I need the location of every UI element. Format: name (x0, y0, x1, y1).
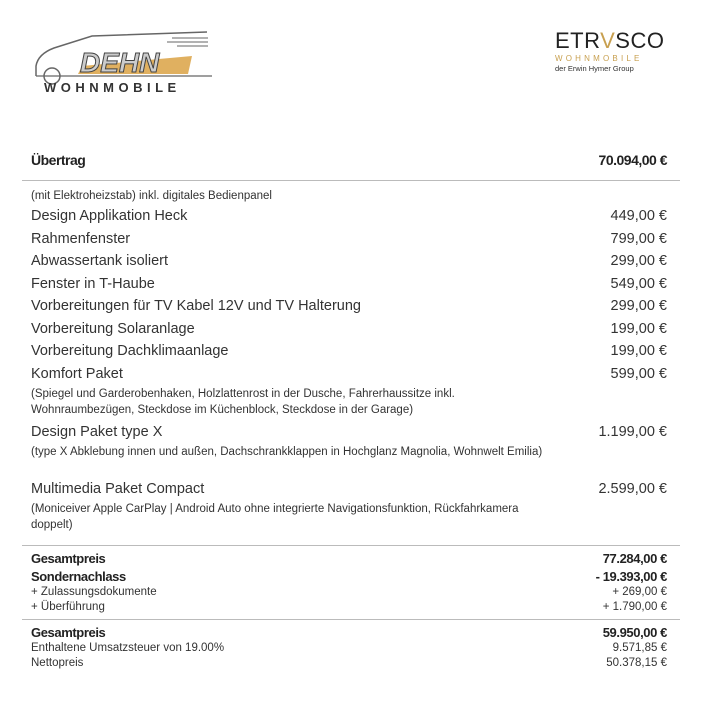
summary-row (31, 657, 667, 669)
dehn-tagline: WOHNMOBILE (44, 80, 181, 95)
carryover-value: 70.094,00 € (598, 152, 667, 168)
line-item (31, 253, 667, 269)
summary-row (31, 642, 667, 654)
line-item-price: 299,00 € (610, 298, 667, 314)
line-item-price: 449,00 € (610, 208, 667, 224)
line-item-label: Vorbereitung Dachklimaanlage (31, 343, 229, 359)
line-item-label: Design Paket type X (31, 424, 163, 440)
carryover-row (31, 152, 667, 168)
summary-value: 9.571,85 € (612, 642, 667, 654)
line-item-price: 199,00 € (610, 343, 667, 359)
line-item (31, 276, 667, 292)
line-item-note: (type X Abklebung innen und außen, Dachschrankklappen in Hochglanz Magnolia, Wohnwelt Emilia) (31, 446, 543, 458)
line-item-label: Rahmenfenster (31, 231, 131, 247)
line-item-label: Design Applikation Heck (31, 208, 188, 224)
intro-note: (mit Elektroheizstab) inkl. digitales Bedienpanel (31, 190, 272, 202)
divider (22, 180, 680, 181)
line-item-label: Multimedia Paket Compact (31, 481, 205, 497)
summary-value: 50.378,15 € (606, 657, 667, 669)
summary-row (31, 551, 667, 566)
summary-label: Enthaltene Umsatzsteuer von 19.00% (31, 642, 225, 654)
line-item-label: Komfort Paket (31, 366, 123, 382)
etrusco-tagline: WOHNMOBILE (555, 54, 643, 63)
line-item-note: (Spiegel und Garderobenhaken, Holzlattenrost in der Dusche, Fahrerhaussitze inkl. Wohnraumbezügen, Steckdose im Küchenblock, Steckdose in der Garage) (31, 388, 455, 416)
line-item-label: Abwassertank isoliert (31, 253, 168, 269)
summary-value: + 269,00 € (612, 586, 667, 598)
summary-row (31, 625, 667, 640)
summary-row (31, 569, 667, 584)
line-item-label: Fenster in T-Haube (31, 276, 155, 292)
summary-label: Gesamtpreis (31, 551, 106, 566)
summary-row (31, 601, 667, 613)
summary-label: Gesamtpreis (31, 625, 106, 640)
line-item-note: (Moniceiver Apple CarPlay | Android Auto ohne integrierte Navigationsfunktion, Rückfahrkamera doppelt) (31, 503, 519, 531)
carryover-label: Übertrag (31, 152, 86, 168)
summary-value: + 1.790,00 € (602, 601, 667, 613)
line-item-label: Vorbereitungen für TV Kabel 12V und TV Halterung (31, 298, 361, 314)
summary-label: Nettopreis (31, 657, 84, 669)
line-item-price: 549,00 € (610, 276, 667, 292)
line-item (31, 366, 667, 382)
summary-label: + Zulassungsdokumente (31, 586, 157, 598)
etrusco-group: der Erwin Hymer Group (555, 64, 634, 73)
line-item-price: 1.199,00 € (598, 424, 667, 440)
summary-value: 59.950,00 € (602, 625, 667, 640)
line-item-price: 299,00 € (610, 253, 667, 269)
dehn-logo (32, 28, 212, 100)
line-item-price: 199,00 € (610, 321, 667, 337)
line-item-price: 799,00 € (610, 231, 667, 247)
line-item (31, 481, 667, 497)
divider (22, 619, 680, 620)
summary-label: + Überführung (31, 601, 105, 613)
line-item (31, 208, 667, 224)
line-item (31, 231, 667, 247)
summary-value: 77.284,00 € (602, 551, 667, 566)
summary-value: - 19.393,00 € (595, 569, 667, 584)
summary-label: Sondernachlass (31, 569, 126, 584)
line-item-label: Vorbereitung Solaranlage (31, 321, 195, 337)
line-item (31, 298, 667, 314)
line-item-price: 599,00 € (610, 366, 667, 382)
summary-row (31, 586, 667, 598)
etrusco-brand: ETRVSCO (555, 28, 665, 53)
line-item-price: 2.599,00 € (598, 481, 667, 497)
line-item (31, 321, 667, 337)
dehn-brand: DEHN (80, 47, 160, 78)
line-item (31, 343, 667, 359)
divider (22, 545, 680, 546)
etrusco-logo (555, 30, 665, 73)
line-item (31, 424, 667, 440)
